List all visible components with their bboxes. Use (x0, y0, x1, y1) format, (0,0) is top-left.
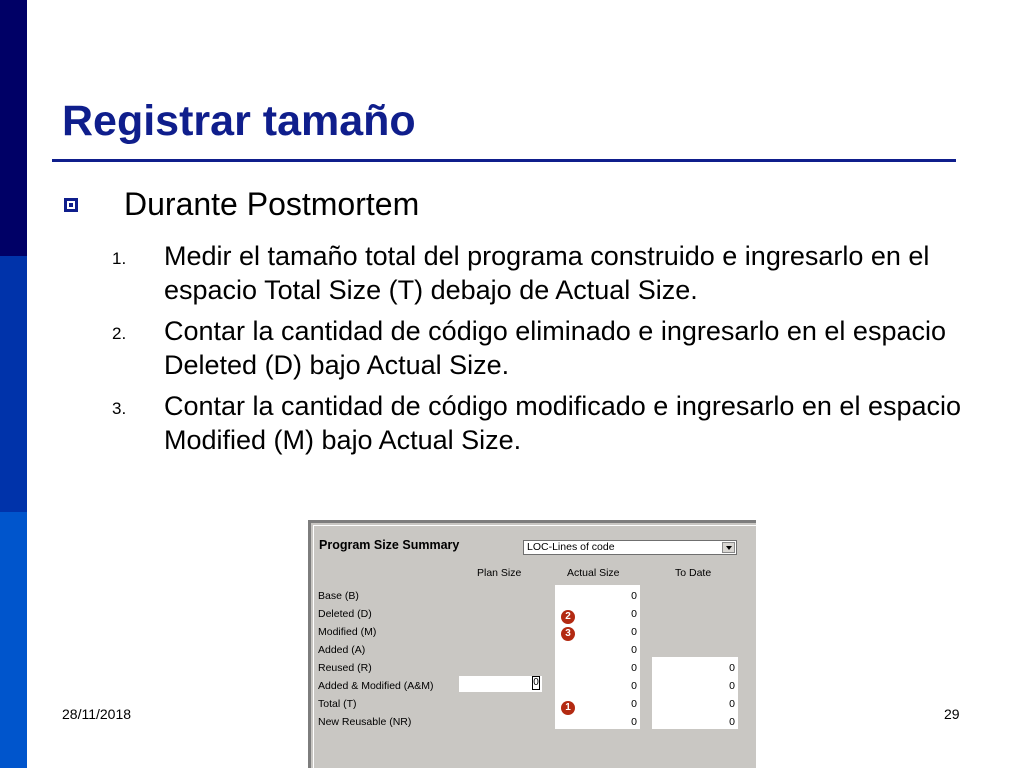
list-item-number: 3. (112, 399, 127, 418)
row-label-base: Base (B) (318, 590, 359, 602)
actual-total-value[interactable]: 0 (631, 698, 637, 710)
row-label-added: Added (A) (318, 644, 366, 656)
column-header-plan-size: Plan Size (477, 567, 522, 579)
list-item-number: 1. (112, 249, 127, 268)
unit-select-value: LOC-Lines of code (527, 541, 615, 553)
program-size-summary-form (308, 520, 756, 768)
accent-bar-middle (0, 256, 27, 512)
row-label-reused: Reused (R) (318, 662, 372, 674)
row-label-total: Total (T) (318, 698, 357, 710)
square-bullet-icon (64, 198, 78, 212)
bullet-heading: Durante Postmortem (124, 186, 420, 222)
row-label-modified: Modified (M) (318, 626, 377, 638)
actual-modified-value[interactable]: 0 (631, 626, 637, 638)
todate-new-reusable-value[interactable]: 0 (729, 716, 735, 728)
column-header-to-date: To Date (675, 567, 712, 579)
marker-badge-total: 1 (561, 701, 575, 715)
list-item-text: Medir el tamaño total del programa construido e ingresarlo en el espacio Total Size (T) debajo de Actual Size. (164, 241, 930, 305)
accent-bar-bottom (0, 512, 27, 768)
actual-reused-value[interactable]: 0 (631, 662, 637, 674)
actual-added-modified-value[interactable]: 0 (631, 680, 637, 692)
slide-title: Registrar tamaño (62, 97, 416, 145)
accent-bar-top (0, 0, 27, 256)
plan-added-modified-input[interactable] (459, 676, 542, 692)
plan-added-modified-value: 0 (533, 677, 539, 688)
marker-badge-modified: 3 (561, 627, 575, 641)
chevron-down-icon[interactable] (722, 542, 735, 553)
todate-total-value[interactable]: 0 (729, 698, 735, 710)
list-item-number: 2. (112, 324, 127, 343)
left-accent-bar (0, 0, 27, 768)
form-inner-border (313, 525, 756, 768)
actual-deleted-value[interactable]: 0 (631, 608, 637, 620)
list-item-text: Contar la cantidad de código modificado e ingresarlo en el espacio Modified (M) bajo Actual Size. (164, 391, 962, 455)
list-item-text: Contar la cantidad de código eliminado e ingresarlo en el espacio Deleted (D) bajo Actual Size. (164, 316, 946, 380)
row-label-new-reusable: New Reusable (NR) (318, 716, 412, 728)
title-underline (52, 159, 956, 162)
row-label-added-modified: Added & Modified (A&M) (318, 680, 434, 692)
list-item (108, 239, 988, 307)
unit-select[interactable] (523, 540, 737, 555)
numbered-list (108, 239, 988, 464)
form-title: Program Size Summary (319, 538, 460, 552)
actual-base-value[interactable]: 0 (631, 590, 637, 602)
marker-badge-deleted: 2 (561, 610, 575, 624)
slide-page-number: 29 (944, 706, 960, 722)
row-label-deleted: Deleted (D) (318, 608, 372, 620)
slide-date: 28/11/2018 (62, 706, 132, 722)
todate-reused-value[interactable]: 0 (729, 662, 735, 674)
list-item (108, 314, 988, 382)
list-item (108, 389, 988, 457)
todate-added-modified-value[interactable]: 0 (729, 680, 735, 692)
actual-new-reusable-value[interactable]: 0 (631, 716, 637, 728)
column-header-actual-size: Actual Size (567, 567, 620, 579)
actual-added-value[interactable]: 0 (631, 644, 637, 656)
